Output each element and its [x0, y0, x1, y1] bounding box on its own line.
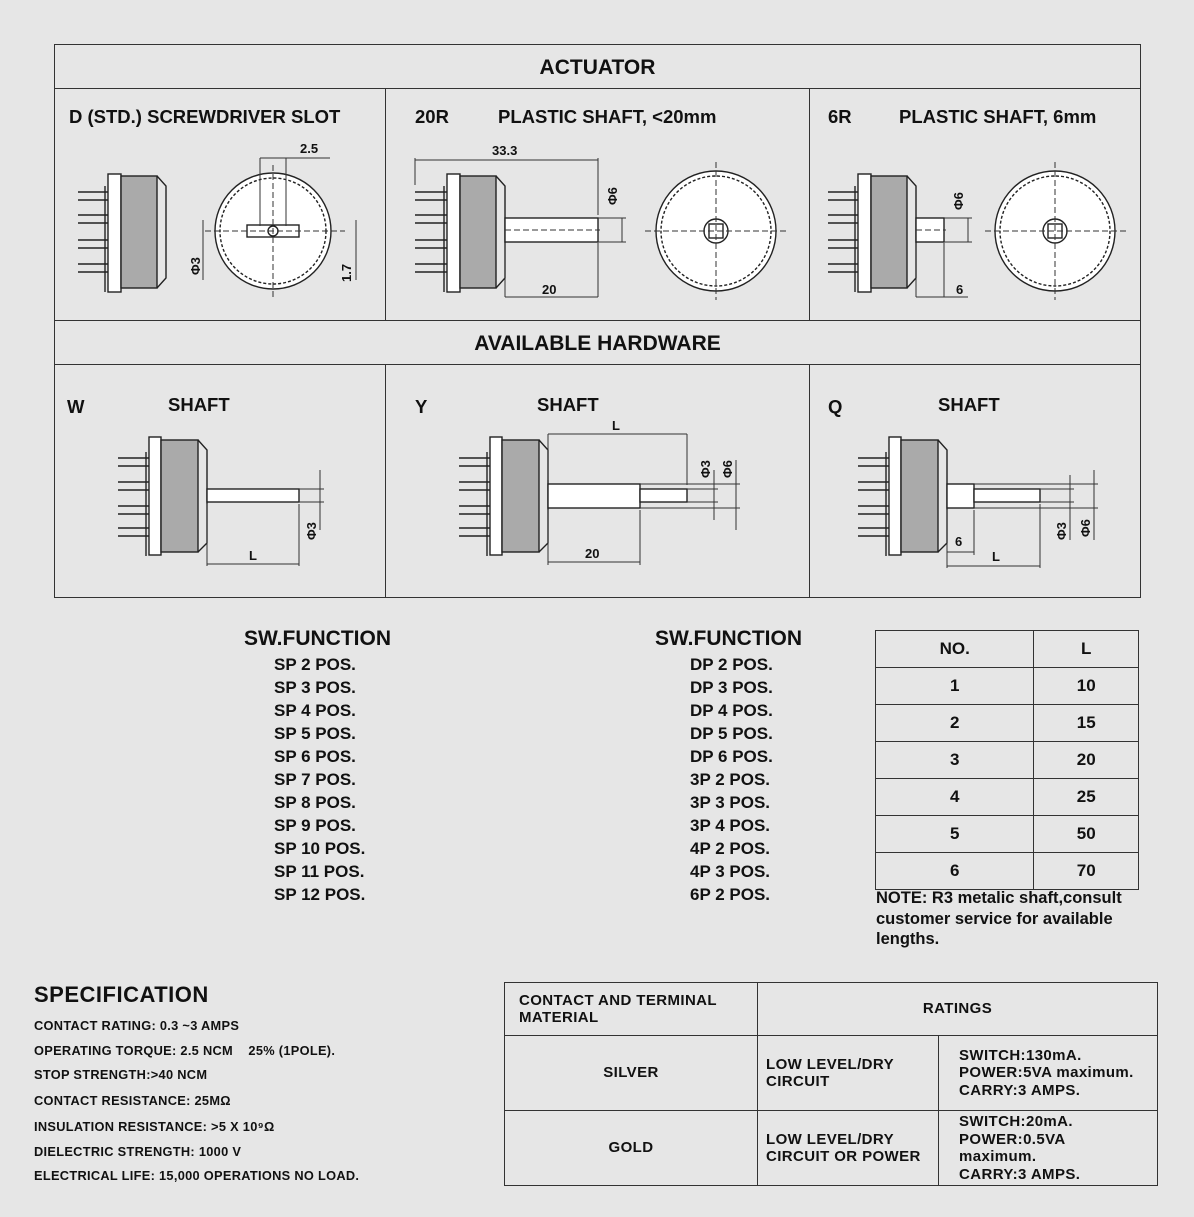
- dim-label: Φ3: [188, 257, 203, 275]
- rating-line: CARRY:3 AMPS.: [959, 1081, 1081, 1099]
- rating-line: SWITCH:20mA.: [959, 1113, 1073, 1130]
- divider: [54, 88, 1141, 89]
- table-cell: 50: [1034, 816, 1139, 853]
- sw-function-title: SW.FUNCTION: [655, 627, 802, 650]
- list-item: SP 6 POS.: [274, 747, 356, 766]
- spec-line: CONTACT RATING: 0.3 ~3 AMPS: [34, 1018, 240, 1033]
- table-cell: 20: [1034, 742, 1139, 779]
- list-item: 4P 2 POS.: [690, 839, 771, 858]
- hardware-w-code: W: [67, 396, 85, 417]
- list-item: SP 2 POS.: [274, 655, 356, 674]
- list-item: 3P 4 POS.: [690, 816, 771, 835]
- table-cell: 3: [876, 742, 1034, 779]
- dim-label: Φ3: [1054, 522, 1069, 540]
- rating-line: SWITCH:130mA.: [959, 1046, 1082, 1064]
- table-header: CONTACT AND TERMINAL MATERIAL: [505, 983, 758, 1036]
- dim-label: Φ3: [698, 460, 713, 478]
- list-item: 3P 3 POS.: [690, 793, 771, 812]
- actuator-6r-code: 6R: [828, 106, 852, 127]
- dim-label: 33.3: [492, 143, 518, 158]
- table-cell: [939, 1036, 1158, 1111]
- divider: [385, 88, 386, 320]
- dim-label: Φ3: [304, 522, 319, 540]
- list-item: DP 5 POS.: [690, 724, 773, 743]
- list-item: 3P 2 POS.: [690, 770, 771, 789]
- actuator-6r-label: PLASTIC SHAFT, 6mm: [899, 106, 1097, 127]
- table-cell: 70: [1034, 853, 1139, 890]
- list-item: SP 9 POS.: [274, 816, 356, 835]
- dim-label: 6: [955, 534, 963, 549]
- dim-label: 2.5: [300, 141, 319, 156]
- table-row: [505, 983, 1158, 1036]
- list-item: DP 2 POS.: [690, 655, 773, 674]
- list-item: SP 8 POS.: [274, 793, 356, 812]
- table-cell: 2: [876, 705, 1034, 742]
- table-header: RATINGS: [758, 983, 1158, 1036]
- length-table: [875, 630, 1139, 890]
- dim-label: L: [612, 418, 620, 433]
- divider: [809, 88, 810, 320]
- table-cell: 4: [876, 779, 1034, 816]
- table-row: [876, 816, 1139, 853]
- table-cell: [939, 1111, 1158, 1186]
- list-item: SP 5 POS.: [274, 724, 356, 743]
- dim-label: Φ6: [951, 192, 966, 210]
- actuator-20r-label: PLASTIC SHAFT, <20mm: [498, 106, 717, 127]
- spec-line: DIELECTRIC STRENGTH: 1000 V: [34, 1144, 242, 1159]
- table-row: [876, 779, 1139, 816]
- table-row: [876, 853, 1139, 890]
- spec-line: ELECTRICAL LIFE: 15,000 OPERATIONS NO LOAD.: [34, 1168, 360, 1183]
- list-item: 4P 3 POS.: [690, 862, 771, 881]
- hardware-title: AVAILABLE HARDWARE: [474, 332, 721, 355]
- list-item: SP 3 POS.: [274, 678, 356, 697]
- list-item: DP 3 POS.: [690, 678, 773, 697]
- spec-line: CONTACT RESISTANCE: 25MΩ: [34, 1093, 231, 1108]
- sw-function-title: SW.FUNCTION: [244, 627, 391, 650]
- dim-label: Φ6: [605, 187, 620, 205]
- ratings-table: [504, 982, 1158, 1186]
- table-cell: 15: [1034, 705, 1139, 742]
- table-row: [876, 668, 1139, 705]
- table-row: [876, 742, 1139, 779]
- sw-function-left: [244, 627, 391, 906]
- actuator-title: ACTUATOR: [539, 56, 656, 79]
- table-cell: 1: [876, 668, 1034, 705]
- table-header: NO.: [876, 631, 1034, 668]
- divider: [54, 364, 1141, 365]
- list-item: SP 10 POS.: [274, 839, 366, 858]
- rating-line: POWER:5VA maximum.: [959, 1064, 1134, 1082]
- spec-line: INSULATION RESISTANCE: >5 X 10⁹Ω: [34, 1119, 275, 1134]
- dim-label: 20: [585, 546, 600, 561]
- table-row: [505, 1036, 1158, 1111]
- table-cell: LOW LEVEL/DRY CIRCUIT OR POWER: [758, 1111, 939, 1186]
- actuator-d-label: D (STD.) SCREWDRIVER SLOT: [69, 106, 341, 127]
- note-text: NOTE: R3 metalic shaft,consult customer service for available lengths.: [876, 889, 1122, 948]
- dim-label: 6: [956, 282, 964, 297]
- table-cell: 6: [876, 853, 1034, 890]
- dim-label: 20: [542, 282, 557, 297]
- specification-title: SPECIFICATION: [34, 982, 209, 1007]
- hardware-y-label: SHAFT: [537, 394, 599, 415]
- list-item: DP 6 POS.: [690, 747, 773, 766]
- rating-line: CARRY:3 AMPS.: [959, 1165, 1081, 1183]
- table-cell: LOW LEVEL/DRY CIRCUIT: [758, 1036, 939, 1111]
- hardware-y-code: Y: [415, 396, 428, 417]
- list-item: DP 4 POS.: [690, 701, 773, 720]
- dim-label: Φ6: [1078, 519, 1093, 537]
- table-row: [876, 631, 1139, 668]
- list-item: SP 4 POS.: [274, 701, 356, 720]
- dim-label: L: [249, 548, 257, 563]
- dim-label: L: [992, 549, 1000, 564]
- dim-label: Φ6: [720, 460, 735, 478]
- spec-line: OPERATING TORQUE: 2.5 NCM 25% (1POLE).: [34, 1043, 336, 1058]
- rating-line: POWER:0.5VA maximum.: [959, 1130, 1066, 1165]
- divider: [809, 364, 810, 597]
- table-cell: 5: [876, 816, 1034, 853]
- list-item: SP 7 POS.: [274, 770, 356, 789]
- table-cell: GOLD: [505, 1111, 758, 1186]
- table-cell: 10: [1034, 668, 1139, 705]
- divider: [385, 364, 386, 597]
- sw-function-right: [655, 627, 802, 906]
- hardware-w-label: SHAFT: [168, 394, 230, 415]
- table-cell: SILVER: [505, 1036, 758, 1111]
- dim-label: 1.7: [339, 263, 354, 282]
- spec-line: STOP STRENGTH:>40 NCM: [34, 1067, 208, 1082]
- hardware-q-code: Q: [828, 396, 843, 417]
- table-row: [876, 705, 1139, 742]
- list-item: SP 11 POS.: [274, 862, 365, 881]
- table-cell: 25: [1034, 779, 1139, 816]
- list-item: SP 12 POS.: [274, 885, 366, 904]
- actuator-20r-code: 20R: [415, 106, 449, 127]
- divider: [54, 320, 1141, 321]
- hardware-q-label: SHAFT: [938, 394, 1000, 415]
- table-row: [505, 1111, 1158, 1186]
- table-header: L: [1034, 631, 1139, 668]
- list-item: 6P 2 POS.: [690, 885, 771, 904]
